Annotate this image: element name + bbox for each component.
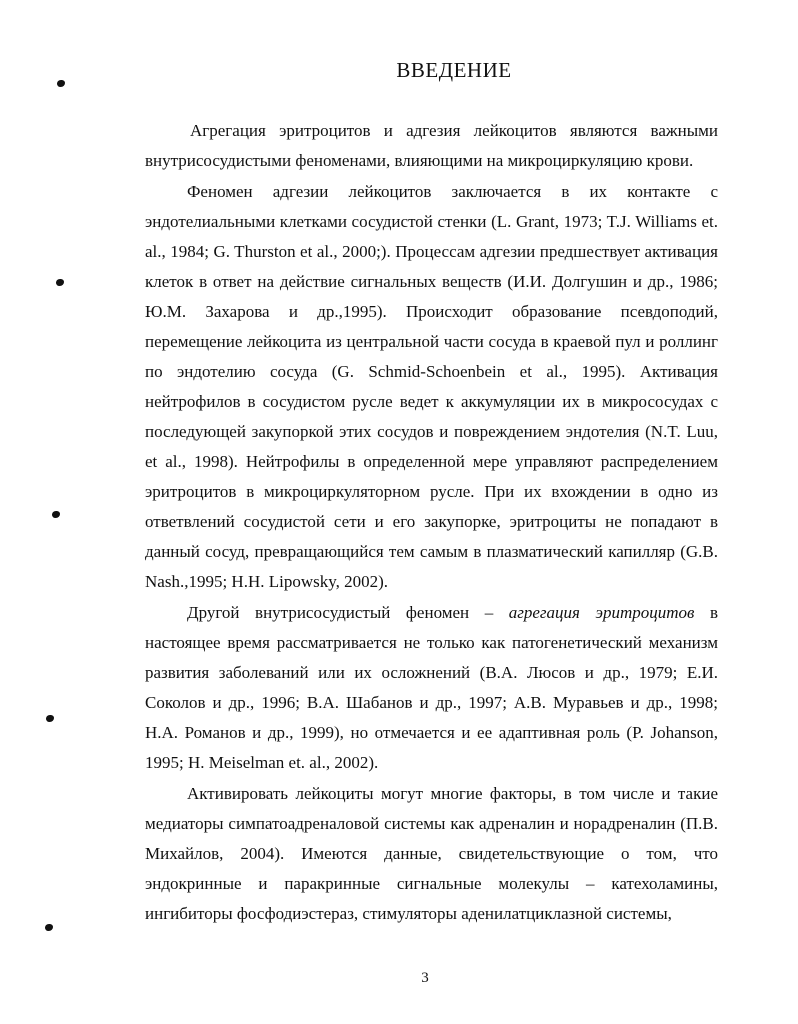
paragraph-text: Активировать лейкоциты могут многие факторы, в том числе и такие медиаторы симпатоадреналовой системы как адреналин и норадреналин (П.В. Михайлов, 2004). Имеются данные, свидетельствующие о том, что эндокринные и паракринные сигнальные молекулы – катехоламины, ингибиторы фосфодиэстераз, стимуляторы аденилатциклазной системы, xyxy=(145,784,718,923)
paragraph xyxy=(145,598,718,778)
paragraph-text: Агрегация эритроцитов и адгезия лейкоцитов являются важными внутрисосудистыми феноменами, влияющими на микроциркуляцию крови. xyxy=(145,121,718,170)
paragraph xyxy=(145,177,718,597)
paragraph-text: Феномен адгезии лейкоцитов заключается в их контакте с эндотелиальными клетками сосудистой стенки (L. Grant, 1973; T.J. Williams et. al., 1984; G. Thurston et al., 2000;). Процессам адгезии предшествует активация клеток в ответ на действие сигнальных веществ (И.И. Долгушин и др., 1986; Ю.М. Захарова и др.,1995). Происходит образование псевдоподий, перемещение лейкоцита из центральной части сосуда в краевой пул и роллинг по эндотелию сосуда (G. Schmid-Schoenbein et al., 1995). Активация нейтрофилов в сосудистом русле ведет к аккумуляции их в микрососудах с последующей закупоркой этих сосудов и повреждением эндотелия (N.T. Luu, et al., 1998). Нейтрофилы в определенной мере управляют распределением эритроцитов в микроциркуляторном русле. При их вхождении в одно из ответвлений сосудистой сети и его закупорке, эритроциты не попадают в данный сосуд, превращающийся тем самым в плазматический капилляр (G.B. Nash.,1995; H.H. Lipowsky, 2002). xyxy=(145,182,718,591)
paragraph-text: в настоящее время рассматривается не только как патогенетический механизм развития заболеваний или их осложнений (В.А. Люсов и др., 1979; Е.И. Соколов и др., 1996; В.А. Шабанов и др., 1997; А.В. Муравьев и др., 1998; Н.А. Романов и др., 1999), но отмечается и ее адаптивная роль (P. Johanson, 1995; H. Meiselman et. al., 2002). xyxy=(145,603,718,772)
paragraph-italic-term: агрегация эритроцитов xyxy=(508,603,695,622)
body-text xyxy=(145,116,718,929)
page-title: ВВЕДЕНИЕ xyxy=(396,58,512,82)
paragraph xyxy=(145,116,718,176)
punch-hole-mark xyxy=(46,715,54,722)
page-number: 3 xyxy=(421,970,429,986)
punch-hole-mark xyxy=(45,924,53,931)
paragraph xyxy=(145,779,718,929)
paragraph-text: Другой внутрисосудистый феномен – xyxy=(187,603,509,622)
punch-hole-mark xyxy=(52,511,60,518)
punch-hole-mark xyxy=(56,279,64,286)
